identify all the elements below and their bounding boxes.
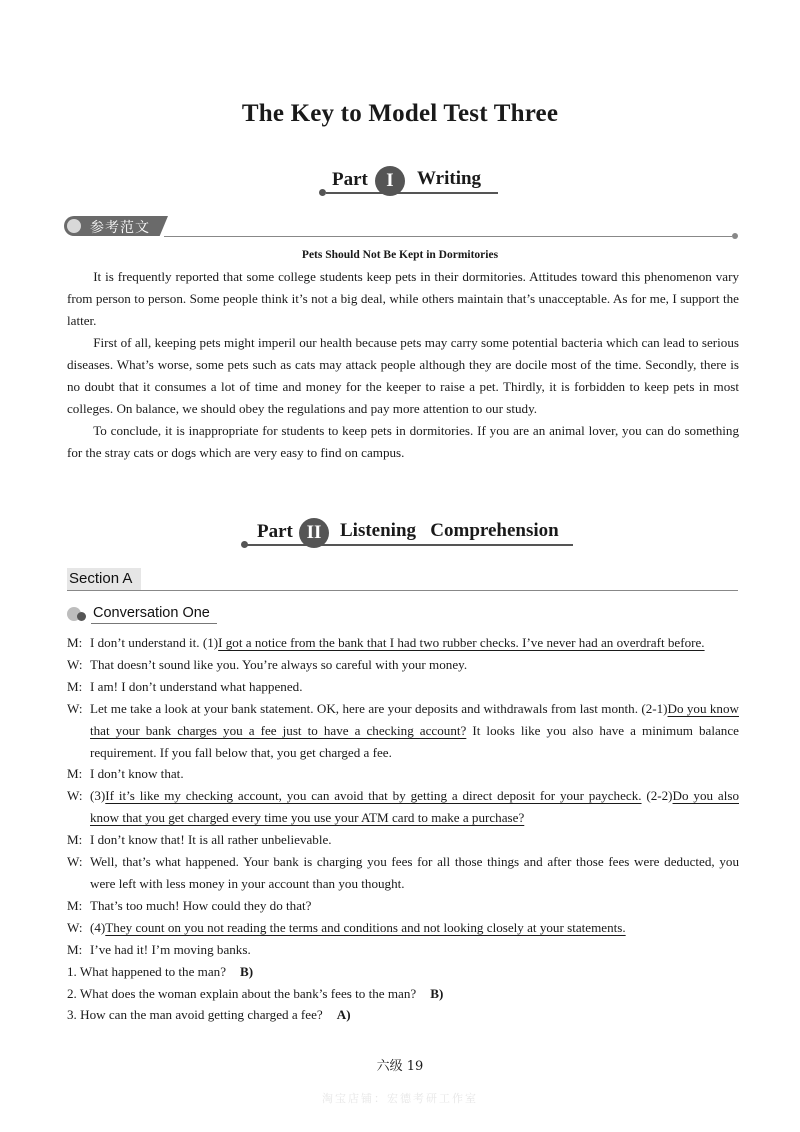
dialog-text: Well, that’s what happened. Your bank is charging you fees for all those things and after those fees were deducted, you were left with less money in your account than you thought. — [90, 854, 739, 891]
dialog-line — [67, 698, 739, 764]
dialog-line — [67, 851, 739, 895]
question-answer: B) — [240, 963, 254, 979]
dialog-text: I don’t know that. — [90, 766, 184, 782]
dialog-text: (2-2) — [641, 788, 673, 804]
speaker: W: — [67, 700, 83, 716]
dialog-line — [67, 654, 739, 676]
speaker: M: — [67, 832, 83, 848]
dialog-text: I am! I don’t understand what happened. — [90, 678, 303, 694]
tag-label: 参考范文 — [90, 220, 150, 236]
speaker: W: — [67, 919, 83, 935]
essay-paragraph: To conclude, it is inappropriate for students to keep pets in dormitories. If you are an animal lover, you can do something for the stray cats or dogs which are very easy to find on campus. — [67, 423, 739, 460]
question-answer: A) — [336, 1007, 351, 1023]
speaker: M: — [67, 941, 83, 957]
speaker: W: — [67, 854, 83, 870]
part-1-banner — [316, 164, 498, 204]
part-1-underline — [326, 192, 498, 194]
key-sentence: If it’s like my checking account, you can avoid that by getting a direct deposit for your paycheck. — [105, 788, 642, 804]
question-number: 1. — [67, 963, 77, 979]
conversation-bullet-inner-icon — [77, 612, 86, 621]
speaker: M: — [67, 766, 83, 782]
part-2-name: Listening Comprehension — [340, 520, 559, 541]
essay-body — [67, 266, 739, 464]
question-item — [67, 1004, 739, 1026]
key-sentence: Do you also know that you get charged every time you use your ATM card to make a purchase? — [90, 788, 739, 826]
dialog-line — [67, 829, 739, 851]
dialog-line — [67, 917, 739, 939]
question-item — [67, 961, 739, 983]
part-2-part-word: Part — [257, 521, 293, 542]
essay-title: Pets Should Not Be Kept in Dormitories — [301, 249, 499, 261]
speaker: M: — [67, 678, 83, 694]
key-sentence: They count on you not reading the terms and conditions and not looking closely at your statements. — [105, 919, 626, 935]
dialog-line — [67, 895, 739, 917]
dialog-text: (3) — [90, 788, 106, 804]
dialog-line — [67, 939, 739, 961]
tag-dot — [67, 219, 81, 233]
question-text: How can the man avoid getting charged a fee? — [80, 1007, 323, 1023]
speaker: W: — [67, 788, 83, 804]
part-2-banner — [233, 516, 573, 556]
dialog — [67, 632, 739, 1026]
part-2-numeral: II — [299, 518, 329, 548]
question-text: What happened to the man? — [79, 963, 227, 979]
question-number: 3. — [67, 1007, 77, 1023]
dialog-line — [67, 763, 739, 785]
part-1-numeral: I — [375, 166, 405, 196]
part-1-part-word: Part — [332, 169, 368, 190]
part-1-dot — [319, 189, 326, 196]
key-sentence: Do you know that your bank charges you a fee just to have a checking account? — [90, 700, 739, 738]
dialog-text: (4) — [90, 919, 106, 935]
key-sentence: I got a notice from the bank that I had two rubber checks. I’ve never had an overdraft before. — [218, 635, 705, 650]
tag-end-dot — [732, 233, 738, 239]
dialog-line — [67, 785, 739, 829]
reference-essay-tag — [64, 214, 738, 242]
speaker: M: — [67, 897, 83, 913]
essay-paragraph: It is frequently reported that some college students keep pets in their dormitories. Attitudes toward this phenomenon vary from person to person. Some people think it’s not a big deal, while others maintain that’s unacceptable. As for me, I support the latter. — [67, 269, 739, 328]
section-a-label: Section A — [69, 570, 133, 587]
part-2-underline — [247, 544, 573, 546]
conversation-title: Conversation One — [93, 605, 210, 621]
essay-paragraph: First of all, keeping pets might imperil our health because pets may carry some potential bacteria which can lead to serious diseases. What’s worse, some pets such as cats may attack people although they are docile most of the time. Secondly, there is no doubt that it consumes a lot of time and money for the keeper to raise a pet. Thirdly, it is forbidden to keep pets in most colleges. On balance, we should obey the regulations and pay more attention to our study. — [67, 335, 739, 416]
part-2-dot — [241, 541, 248, 548]
section-a-rule — [67, 590, 738, 591]
dialog-text: Let me take a look at your bank statement. OK, here are your deposits and withdrawals from last month. (2-1) — [90, 700, 668, 716]
question-item — [67, 983, 739, 1005]
dialog-text: I don’t know that! It is all rather unbelievable. — [90, 832, 332, 848]
watermark: 淘宝店铺：宏德考研工作室 — [322, 1092, 478, 1105]
speaker: M: — [67, 635, 83, 650]
section-a-header — [67, 568, 738, 592]
dialog-text: That doesn’t sound like you. You’re always so careful with your money. — [90, 656, 468, 672]
question-text: What does the woman explain about the bank’s fees to the man? — [79, 985, 417, 1001]
dialog-text: That’s too much! How could they do that? — [90, 897, 312, 913]
conversation-rule — [91, 623, 217, 624]
dialog-text: I’ve had it! I’m moving banks. — [90, 941, 251, 957]
conversation-header — [67, 605, 227, 625]
dialog-line — [67, 632, 739, 654]
question-number: 2. — [67, 985, 77, 1001]
part-1-name: Writing — [417, 168, 482, 189]
question-answer: B) — [430, 985, 444, 1001]
speaker: W: — [67, 656, 83, 672]
document-title: The Key to Model Test Three — [241, 100, 559, 127]
dialog-text: I don’t understand it. (1) — [90, 635, 219, 650]
tag-rule — [164, 236, 732, 237]
dialog-text: It looks like you also have a minimum balance requirement. If you fall below that, you get charged a fee. — [90, 722, 739, 760]
page-number: 六级 19 — [376, 1059, 424, 1074]
dialog-line — [67, 676, 739, 698]
